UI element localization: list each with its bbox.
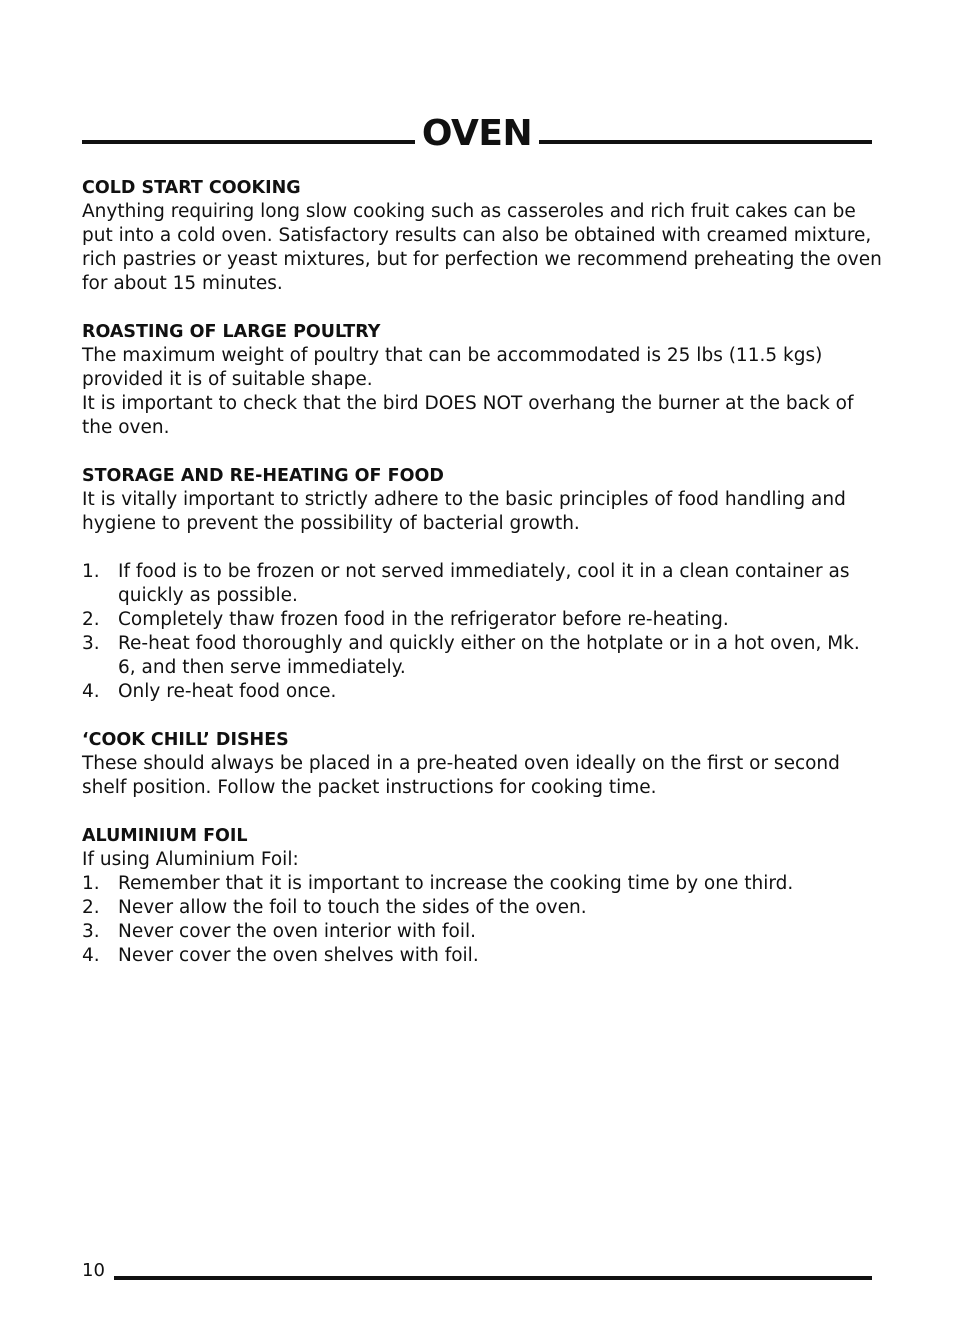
section-cold-start <box>82 176 882 296</box>
header-rule-right <box>539 140 872 144</box>
list-item <box>82 920 882 944</box>
section-body: If using Aluminium Foil: <box>82 849 299 870</box>
list-text: Only re-heat food once. <box>118 681 337 702</box>
list-text: Remember that it is important to increase the cooking time by one third. <box>118 873 794 894</box>
list-number: 3. <box>82 633 100 654</box>
list-text: Never allow the foil to touch the sides of the oven. <box>118 897 587 918</box>
list-item <box>82 560 882 608</box>
list-text: Never cover the oven shelves with foil. <box>118 945 479 966</box>
list-number: 2. <box>82 897 100 918</box>
section-body: The maximum weight of poultry that can be accommodated is 25 lbs (11.5 kgs) provided it is of suitable shape. <box>82 345 823 390</box>
list-item <box>82 608 882 632</box>
section-heading: ‘COOK CHILL’ DISHES <box>82 730 289 750</box>
list-number: 2. <box>82 609 100 630</box>
list-number: 1. <box>82 873 100 894</box>
list-number: 4. <box>82 681 100 702</box>
list-text: Completely thaw frozen food in the refrigerator before re-heating. <box>118 609 729 630</box>
list-text: Never cover the oven interior with foil. <box>118 921 477 942</box>
list-number: 3. <box>82 921 100 942</box>
section-cook-chill <box>82 728 882 800</box>
section-body: It is important to check that the bird DOES NOT overhang the burner at the back of the oven. <box>82 393 854 438</box>
foil-list <box>82 872 882 968</box>
section-roasting <box>82 320 882 440</box>
section-body: These should always be placed in a pre-heated oven ideally on the first or second shelf position. Follow the packet instructions for cooking time. <box>82 753 840 798</box>
section-storage <box>82 464 882 704</box>
list-text: Re-heat food thoroughly and quickly either on the hotplate or in a hot oven, Mk. 6, and then serve immediately. <box>118 633 860 678</box>
list-item <box>82 896 882 920</box>
section-heading: ROASTING OF LARGE POULTRY <box>82 322 381 342</box>
storage-list <box>82 560 882 704</box>
page-number: 10 <box>82 1260 105 1281</box>
section-body: Anything requiring long slow cooking such as casseroles and rich fruit cakes can be put into a cold oven. Satisfactory results can also be obtained with creamed mixture, rich pastries or yeast mixtures, but for perfection we recommend preheating the oven for about 15 minutes. <box>82 201 882 294</box>
section-foil <box>82 824 882 968</box>
page-title: OVEN <box>421 113 533 154</box>
footer-rule <box>114 1276 872 1280</box>
list-item <box>82 680 882 704</box>
list-item <box>82 872 882 896</box>
list-item <box>82 632 882 680</box>
section-heading: COLD START COOKING <box>82 178 301 198</box>
section-body: It is vitally important to strictly adhere to the basic principles of food handling and hygiene to prevent the possibility of bacterial growth. <box>82 489 846 534</box>
section-heading: ALUMINIUM FOIL <box>82 826 248 846</box>
list-number: 1. <box>82 561 100 582</box>
page-header <box>82 112 872 158</box>
page-content <box>82 176 882 992</box>
section-heading: STORAGE AND RE-HEATING OF FOOD <box>82 466 444 486</box>
list-item <box>82 944 882 968</box>
header-rule-left <box>82 140 415 144</box>
page-footer <box>82 1258 872 1284</box>
list-text: If food is to be frozen or not served immediately, cool it in a clean container as quickly as possible. <box>118 561 850 606</box>
list-number: 4. <box>82 945 100 966</box>
